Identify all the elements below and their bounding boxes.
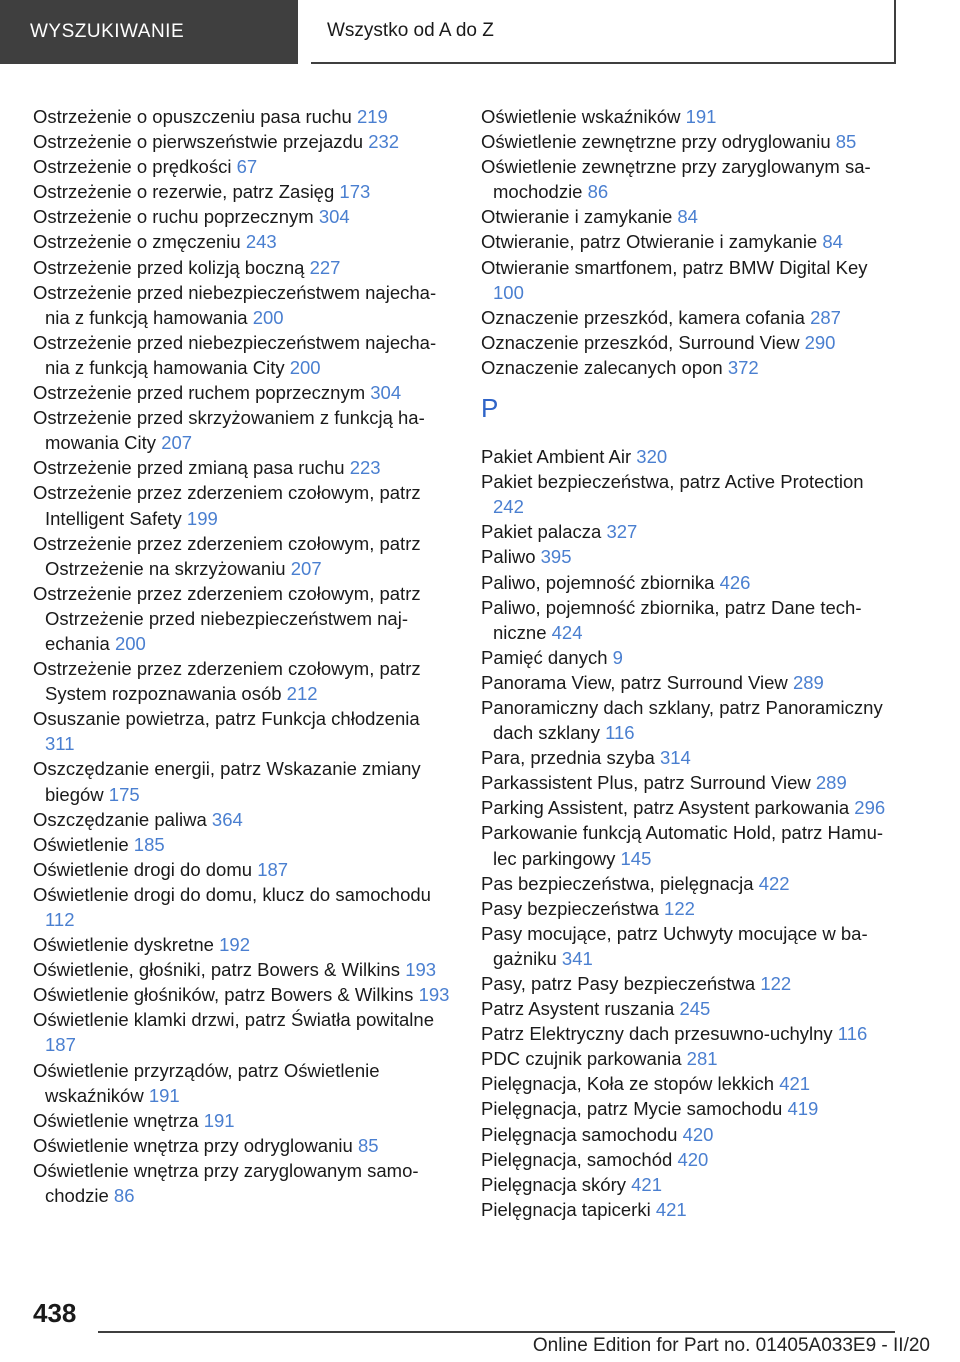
page-link[interactable]: 84 (677, 206, 698, 228)
entry-text: Ostrzeżenie o rezerwie, patrz Zasięg (33, 181, 335, 203)
entry-text: Ostrzeżenie przed niebezpieczeństwem najechania z funkcją hamowania City (33, 331, 437, 378)
page-link[interactable]: 304 (370, 382, 402, 404)
page-link[interactable]: 232 (368, 131, 400, 153)
entry-text: Pas bezpieczeństwa, pielęgnacja (481, 872, 754, 894)
entry-text: Patrz Elektryczny dach przesuwno-uchylny (481, 1023, 833, 1045)
entry-text: Oświetlenie, głośniki, patrz Bowers & Wilkins (33, 959, 401, 981)
page-link[interactable]: 243 (245, 231, 277, 253)
index-entry (481, 1122, 899, 1147)
index-entry (481, 1147, 899, 1172)
page-link[interactable]: 122 (664, 897, 695, 919)
entry-text: Ostrzeżenie przez zderzeniem czołowym, patrz Intelligent Safety (33, 482, 421, 529)
page-link[interactable]: 187 (257, 858, 289, 880)
page-link[interactable]: 116 (837, 1023, 868, 1045)
index-entry (481, 129, 899, 154)
entry-text: Ostrzeżenie o prędkości (33, 156, 232, 178)
entry-text: Pielęgnacja, Koła ze stopów lekkich (481, 1073, 775, 1095)
page-link[interactable]: 290 (804, 331, 836, 353)
index-entry (481, 355, 899, 380)
index-entry (33, 129, 451, 154)
page-link[interactable]: 191 (203, 1109, 235, 1131)
index-entry (33, 229, 451, 254)
index-entry (481, 695, 899, 745)
index-column-right (481, 104, 899, 1222)
index-entry (33, 1007, 451, 1057)
index-entry (33, 179, 451, 204)
entry-text: Pielęgnacja samochodu (481, 1123, 678, 1145)
page-number: 438 (33, 1298, 77, 1328)
page-link[interactable]: 85 (835, 131, 857, 153)
entry-text: Pielęgnacja tapicerki (481, 1198, 651, 1220)
index-column-left (33, 104, 451, 1208)
entry-text: Panorama View, patrz Surround View (481, 671, 788, 693)
page-link[interactable]: 86 (113, 1185, 135, 1207)
page-link[interactable]: 207 (290, 557, 322, 579)
entry-text: Pamięć danych (481, 646, 608, 668)
index-entry (33, 756, 451, 806)
entry-text: Pasy mocujące, patrz Uchwyty mocujące w bagażniku (481, 922, 868, 969)
index-entry (33, 932, 451, 957)
entry-text: Ostrzeżenie przez zderzeniem czołowym, patrz Ostrzeżenie przed niebezpieczeństwem najechania (33, 582, 421, 654)
index-entry (33, 455, 451, 480)
entry-text: Parking Assistent, patrz Asystent parkowania (481, 797, 850, 819)
page-link[interactable]: 191 (148, 1084, 180, 1106)
index-entry (33, 656, 451, 706)
page-link[interactable]: 341 (561, 947, 593, 969)
page-link[interactable]: 199 (186, 507, 218, 529)
page-link[interactable]: 372 (727, 356, 759, 378)
entry-text: Panoramiczny dach szklany, patrz Panoramiczny dach szklany (481, 696, 883, 744)
entry-text: Paliwo, pojemność zbiornika, patrz Dane techniczne (481, 596, 862, 643)
page-link[interactable]: 191 (685, 106, 717, 127)
page-link[interactable]: 86 (587, 181, 609, 203)
entry-text: Ostrzeżenie o opuszczeniu pasa ruchu (33, 106, 352, 127)
page-link[interactable]: 421 (655, 1198, 687, 1220)
page-link[interactable]: 207 (161, 432, 193, 454)
index-entry (481, 229, 899, 254)
index-entry (481, 255, 899, 305)
entry-text: Oświetlenie przyrządów, patrz Oświetlenie wskaźników (33, 1059, 380, 1106)
tab-search[interactable]: WYSZUKIWANIE (0, 0, 298, 64)
entry-text: Otwieranie i zamykanie (481, 206, 673, 228)
page-link[interactable]: 327 (606, 521, 638, 543)
index-entry (33, 1108, 451, 1133)
entry-text: Oświetlenie (33, 833, 129, 855)
entry-text: Osuszanie powietrza, patrz Funkcja chłodzenia (33, 708, 420, 730)
index-entry (33, 255, 451, 280)
index-entry (33, 982, 451, 1007)
index-entry (481, 570, 899, 595)
index-entry (481, 820, 899, 870)
entry-text: Oświetlenie głośników, patrz Bowers & Wilkins (33, 984, 414, 1006)
entry-text: Pielęgnacja skóry (481, 1173, 626, 1195)
entry-text: Parkowanie funkcją Automatic Hold, patrz Hamulec parkingowy (481, 822, 884, 869)
entry-text: Parkassistent Plus, patrz Surround View (481, 772, 811, 794)
page-link[interactable]: 420 (677, 1148, 709, 1170)
entry-text: Oznaczenie przeszkód, Surround View (481, 331, 800, 353)
entry-text: Para, przednia szyba (481, 747, 655, 769)
entry-text: Oświetlenie wskaźników (481, 106, 681, 127)
index-entry (481, 1071, 899, 1096)
page-link[interactable]: 212 (286, 683, 318, 705)
index-entry (33, 380, 451, 405)
entry-text: Ostrzeżenie przed zmianą pasa ruchu (33, 457, 345, 479)
page-link[interactable]: 281 (686, 1048, 718, 1070)
index-entry (33, 480, 451, 530)
entry-text: Pakiet Ambient Air (481, 446, 632, 468)
entry-text: Ostrzeżenie przed niebezpieczeństwem najechania z funkcją hamowania (33, 281, 437, 328)
index-entry (481, 204, 899, 229)
section-letter: P (481, 393, 499, 424)
page-link[interactable]: 223 (349, 457, 381, 479)
page-link[interactable]: 145 (620, 847, 652, 869)
index-entry (33, 330, 451, 380)
page-link[interactable]: 9 (612, 646, 623, 668)
page-link[interactable]: 287 (810, 306, 841, 328)
page-link[interactable]: 395 (540, 546, 572, 568)
index-entry (481, 645, 899, 670)
index-entry (481, 971, 899, 996)
index-entry (481, 305, 899, 330)
index-entry (481, 896, 899, 921)
page-link[interactable]: 67 (236, 156, 258, 178)
page-link[interactable]: 421 (631, 1173, 663, 1195)
index-entry (481, 996, 899, 1021)
index-entry (481, 670, 899, 695)
page-link[interactable]: 304 (318, 206, 350, 228)
page-link[interactable]: 100 (493, 281, 524, 303)
entry-text: Oświetlenie wnętrza (33, 1109, 199, 1131)
page-link[interactable]: 219 (356, 106, 388, 127)
index-entry (33, 706, 451, 756)
page-link[interactable]: 420 (682, 1123, 714, 1145)
entry-text: Ostrzeżenie przed kolizją boczną (33, 256, 305, 278)
entry-text: Oświetlenie dyskretne (33, 934, 214, 956)
index-entry (33, 882, 451, 932)
page-link[interactable]: 314 (659, 747, 691, 769)
index-entry (481, 1096, 899, 1121)
page-header (0, 0, 960, 66)
index-entry (33, 807, 451, 832)
index-entry (481, 795, 899, 820)
page-link[interactable]: 84 (822, 231, 843, 253)
index-entry (33, 280, 451, 330)
index-entry (33, 957, 451, 982)
page-link[interactable]: 85 (357, 1134, 379, 1156)
entry-text: Ostrzeżenie o pierwszeństwie przejazdu (33, 131, 364, 153)
index-entry (481, 1197, 899, 1222)
entry-text: Pielęgnacja, patrz Mycie samochodu (481, 1098, 783, 1120)
entry-text: Patrz Asystent ruszania (481, 998, 675, 1020)
entry-text: Oświetlenie drogi do domu (33, 858, 253, 880)
index-entry (481, 104, 899, 129)
page-link[interactable]: 200 (252, 306, 284, 328)
page-link[interactable]: 116 (605, 722, 635, 744)
index-entry (33, 204, 451, 229)
entry-text: Ostrzeżenie o ruchu poprzecznym (33, 206, 314, 228)
index-entry (481, 1021, 899, 1046)
index-entry (33, 832, 451, 857)
entry-text: Pasy bezpieczeństwa (481, 897, 659, 919)
page-link[interactable]: 193 (418, 984, 450, 1006)
entry-text: Pakiet bezpieczeństwa, patrz Active Protection (481, 471, 864, 493)
entry-text: Paliwo (481, 546, 536, 568)
entry-text: Pielęgnacja, samochód (481, 1148, 673, 1170)
entry-text: Otwieranie, patrz Otwieranie i zamykanie (481, 231, 818, 253)
entry-text: PDC czujnik parkowania (481, 1048, 682, 1070)
page-link[interactable]: 426 (719, 571, 751, 593)
index-entry (33, 405, 451, 455)
page-link[interactable]: 122 (760, 973, 792, 994)
index-entry (481, 154, 899, 204)
page-link[interactable]: 193 (405, 959, 437, 981)
index-entry (481, 544, 899, 569)
page-link[interactable]: 296 (854, 797, 886, 819)
page-link[interactable]: 424 (551, 621, 583, 643)
page-link[interactable]: 419 (787, 1098, 819, 1120)
index-entry (481, 519, 899, 544)
entry-text: Oświetlenie zewnętrzne przy odryglowaniu (481, 131, 831, 153)
index-entry (481, 330, 899, 355)
index-entry (481, 745, 899, 770)
entry-text: Paliwo, pojemność zbiornika (481, 571, 715, 593)
index-entry (481, 469, 899, 519)
index-entry (33, 857, 451, 882)
page-link[interactable]: 112 (45, 909, 75, 930)
entry-text: Otwieranie smartfonem, patrz BMW Digital Key (481, 256, 868, 278)
page-link[interactable]: 421 (779, 1073, 811, 1095)
page-link[interactable]: 364 (211, 808, 243, 830)
index-entry (481, 595, 899, 645)
entry-text: Oświetlenie wnętrza przy odryglowaniu (33, 1134, 353, 1156)
edition-note: Online Edition for Part no. 01405A033E9 - II/20 (532, 1335, 930, 1356)
entry-text: Oświetlenie zewnętrzne przy zaryglowanym samochodzie (481, 156, 871, 203)
footer-divider (98, 1331, 895, 1333)
entry-text: Oznaczenie przeszkód, kamera cofania (481, 306, 805, 328)
entry-text: Ostrzeżenie przez zderzeniem czołowym, patrz System rozpoznawania osób (33, 658, 421, 705)
page-link[interactable]: 311 (45, 733, 75, 755)
index-entry (481, 770, 899, 795)
page-link[interactable]: 245 (679, 998, 711, 1020)
entry-text: Oszczędzanie energii, patrz Wskazanie zmiany biegów (33, 758, 421, 805)
entry-text: Oświetlenie klamki drzwi, patrz Światła powitalne (33, 1009, 434, 1031)
page-link[interactable]: 192 (219, 934, 250, 956)
index-group-p (481, 444, 899, 1222)
index-entry (481, 871, 899, 896)
page-link[interactable]: 200 (114, 632, 146, 654)
index-entry (481, 444, 899, 469)
entry-text: Pasy, patrz Pasy bezpieczeństwa (481, 973, 756, 994)
entry-text: Ostrzeżenie przez zderzeniem czołowym, patrz Ostrzeżenie na skrzyżowaniu (33, 532, 421, 579)
index-entry (33, 1058, 451, 1108)
page-link[interactable]: 422 (758, 872, 790, 894)
entry-text: Oświetlenie wnętrza przy zaryglowanym samochodzie (33, 1159, 419, 1207)
page-link[interactable]: 200 (289, 356, 321, 378)
page-link[interactable]: 187 (45, 1034, 76, 1056)
index-entry (481, 1046, 899, 1071)
entry-text: Oznaczenie zalecanych opon (481, 356, 723, 378)
page-link[interactable]: 173 (339, 181, 371, 203)
entry-text: Oświetlenie drogi do domu, klucz do samochodu (33, 883, 431, 905)
index-entry (33, 1133, 451, 1158)
tab-index-title[interactable]: Wszystko od A do Z (311, 0, 896, 64)
page-link[interactable]: 175 (108, 783, 140, 805)
entry-text: Oszczędzanie paliwa (33, 808, 207, 830)
index-entry (33, 104, 451, 129)
page-link[interactable]: 227 (309, 256, 341, 278)
entry-text: Pakiet palacza (481, 521, 602, 543)
index-entry (33, 531, 451, 581)
index-entry (33, 154, 451, 179)
page-link[interactable]: 185 (133, 833, 165, 855)
index-entry (33, 581, 451, 656)
entry-text: Ostrzeżenie przed ruchem poprzecznym (33, 382, 366, 404)
index-entry (481, 1172, 899, 1197)
page-link[interactable]: 289 (815, 772, 847, 794)
index-group-o (481, 104, 899, 380)
page-link[interactable]: 289 (792, 671, 824, 693)
index-entry (481, 921, 899, 971)
page-link[interactable]: 242 (493, 496, 524, 518)
page-link[interactable]: 320 (636, 446, 668, 468)
index-entry (33, 1158, 451, 1208)
entry-text: Ostrzeżenie o zmęczeniu (33, 231, 241, 253)
entry-text: Ostrzeżenie przed skrzyżowaniem z funkcją hamowania City (33, 407, 425, 454)
